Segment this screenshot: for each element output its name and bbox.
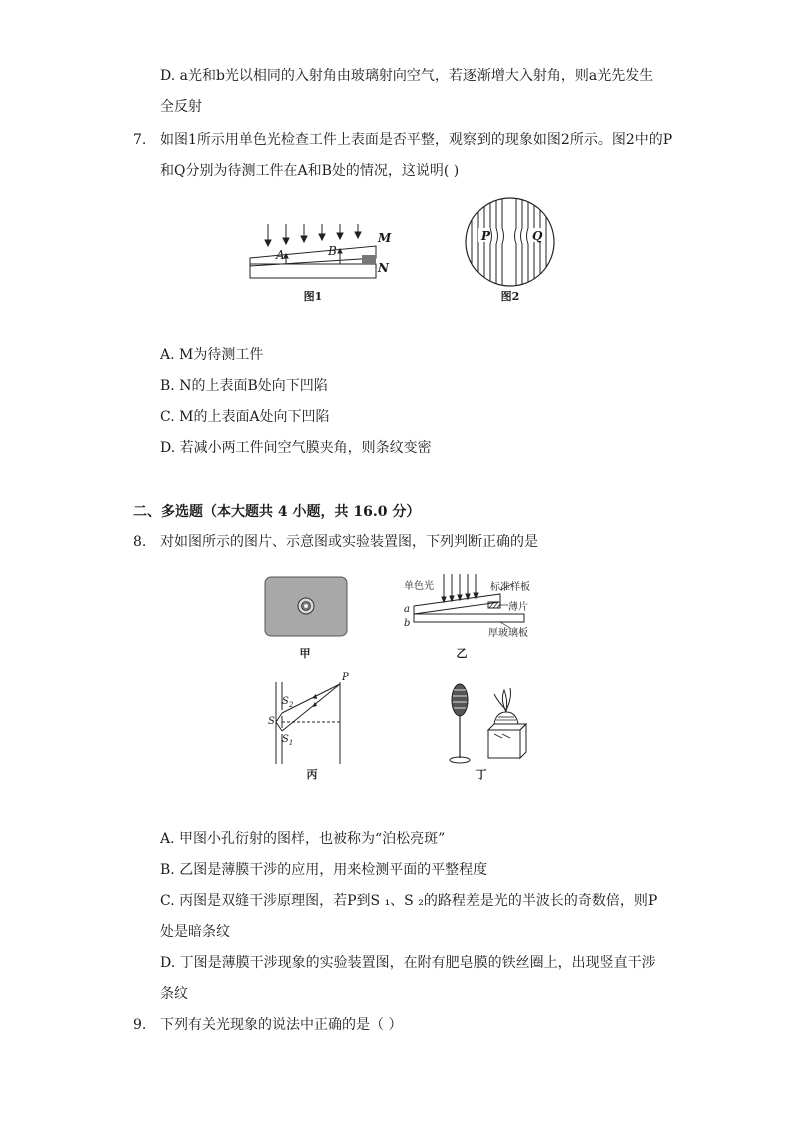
fig-bing-label-p: P [342, 672, 349, 683]
q7-option-c: C. M的上表面A处向下凹陷 [160, 409, 330, 425]
fig-yi-label-sheet: 薄片 [508, 602, 528, 613]
q8-option-a: A. 甲图小孔衍射的图样，也被称为“泊松亮斑” [160, 831, 446, 847]
q7-figure1 [240, 222, 400, 284]
q8-option-d-line2: 条纹 [160, 986, 188, 1002]
q6-option-d-line1: D. a光和b光以相同的入射角由玻璃射向空气，若逐渐增大入射角，则a光先发生 [160, 68, 654, 84]
fig-bing-caption: 丙 [306, 768, 318, 781]
fig-yi-label-b: b [404, 618, 411, 629]
q8-figure-jia [264, 576, 348, 638]
fig-bing-label-s: S [268, 716, 275, 727]
fig1-label-a: A [276, 248, 285, 262]
section-multi-choice-title: 二、多选题（本大题共 4 小题，共 16.0 分） [133, 504, 421, 520]
q7-stem-line1: 如图1所示用单色光检查工件上表面是否平整，观察到的现象如图2所示。图2中的P [160, 132, 673, 148]
q7-option-b: B. N的上表面B处向下凹陷 [160, 378, 328, 394]
q8-figure-bing [262, 674, 352, 766]
q7-figure2 [462, 194, 558, 290]
q8-figure-ding [432, 680, 532, 770]
fig-yi-label-light: 单色光 [404, 581, 434, 592]
fig2-label-q: Q [532, 229, 543, 243]
q6-option-d-line2: 全反射 [160, 99, 202, 115]
q8-stem: 对如图所示的图片、示意图或实验装置图，下列判断正确的是 [160, 534, 538, 550]
q7-stem-line2: 和Q分别为待测工件在A和B处的情况，这说明( ) [160, 163, 460, 179]
fig-jia-caption: 甲 [299, 647, 311, 660]
q8-number: 8. [133, 534, 147, 550]
q7-option-a: A. M为待测工件 [160, 347, 264, 363]
fig-yi-label-a: a [404, 604, 410, 615]
q9-stem: 下列有关光现象的说法中正确的是（ ） [160, 1017, 403, 1033]
fig-bing-label-s1: $S_1$ [282, 734, 294, 747]
fig-yi-caption: 乙 [456, 647, 468, 660]
fig2-caption: 图2 [500, 290, 520, 303]
fig-yi-label-glass: 厚玻璃板 [488, 628, 528, 639]
fig1-caption: 图1 [303, 290, 323, 303]
q8-option-b: B. 乙图是薄膜干涉的应用，用来检测平面的平整程度 [160, 862, 488, 878]
q8-option-c-line1: C. 丙图是双缝干涉原理图，若P到S ₁、S ₂的路程差是光的半波长的奇数倍，则P [160, 893, 658, 909]
q8-option-c-line2: 处是暗条纹 [160, 924, 230, 940]
fig1-label-m: M [378, 231, 392, 245]
fig1-label-n: N [378, 261, 389, 275]
q7-number: 7. [133, 132, 147, 148]
q8-option-d-line1: D. 丁图是薄膜干涉现象的实验装置图，在附有肥皂膜的铁丝圈上，出现竖直干涉 [160, 955, 656, 971]
fig-yi-label-plate: 标准样板 [490, 582, 530, 593]
fig1-label-b: B [328, 244, 337, 258]
q7-option-d: D. 若减小两工件间空气膜夹角，则条纹变密 [160, 440, 432, 456]
fig-bing-label-s2: $S_2$ [282, 696, 294, 709]
fig-ding-caption: 丁 [475, 768, 487, 781]
fig2-label-p: P [481, 229, 491, 243]
q9-number: 9. [133, 1017, 147, 1033]
